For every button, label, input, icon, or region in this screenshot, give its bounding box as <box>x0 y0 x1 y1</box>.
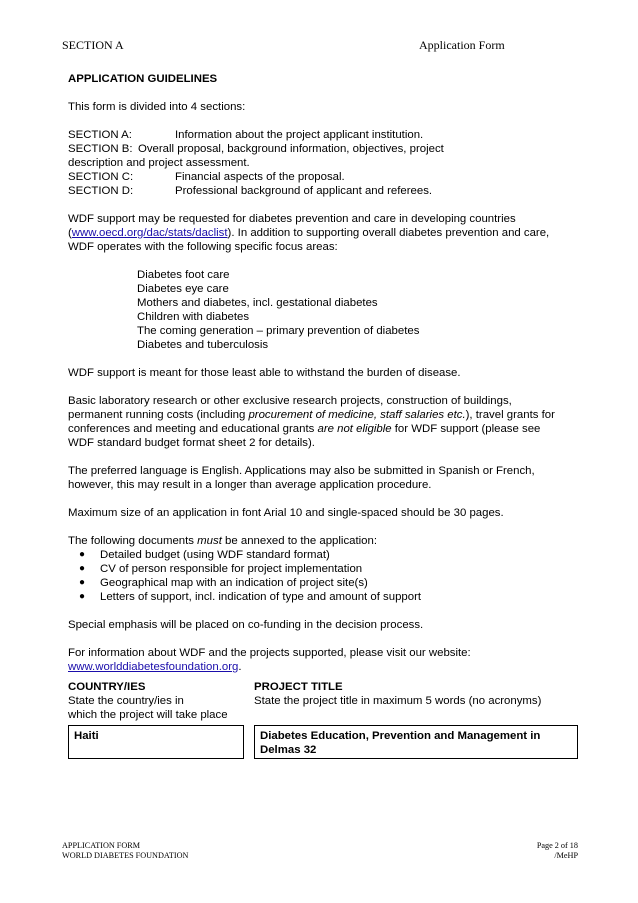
list-item: ● Detailed budget (using WDF standard format) <box>79 549 330 561</box>
section-d-text: Professional background of applicant and referees. <box>175 185 433 197</box>
section-b-continuation: description and project assessment. <box>68 157 250 169</box>
page-header <box>62 38 578 52</box>
section-b-label: SECTION B: <box>68 143 133 155</box>
footer-org-name: WORLD DIABETES FOUNDATION <box>62 851 189 860</box>
field-headings <box>68 680 578 694</box>
field-boxes <box>68 725 578 759</box>
header-form-label: Application Form <box>419 38 505 52</box>
country-heading: COUNTRY/IES <box>68 681 146 693</box>
focus-area-item: Diabetes foot care <box>137 269 230 281</box>
least-able-text: WDF support is meant for those least able to withstand the burden of disease. <box>68 367 461 379</box>
info-text: For information about WDF and the projects supported, please visit our website: <box>68 647 471 659</box>
project-title-description: State the project title in maximum 5 words (no acronyms) <box>254 695 542 707</box>
footer-right <box>537 841 578 861</box>
bullet-icon: ● <box>79 591 86 602</box>
language-line-1: The preferred language is English. Applications may also be submitted in Spanish or French, <box>68 465 535 477</box>
section-b-text: Overall proposal, background information, objectives, project <box>138 143 444 155</box>
focus-area-item: Children with diabetes <box>137 311 250 323</box>
list-item: ● Geographical map with an indication of project site(s) <box>79 577 368 589</box>
guidelines-body <box>68 72 578 722</box>
list-item: ● CV of person responsible for project implementation <box>79 563 363 575</box>
ineligible-line-3: conferences and meeting and educational grants are not eligible for WDF support (please see <box>68 423 541 435</box>
guidelines-title: APPLICATION GUIDELINES <box>68 73 218 85</box>
page-number: Page 2 of 18 <box>536 841 578 850</box>
website-line: www.worlddiabetesfoundation.org. <box>68 661 242 673</box>
project-title-field[interactable] <box>254 725 578 759</box>
section-b-row <box>68 142 578 156</box>
support-line-1: WDF support may be requested for diabetes prevention and care in developing countries <box>68 213 516 225</box>
annex-intro: The following documents must be annexed to the application: <box>68 535 378 547</box>
intro-text: This form is divided into 4 sections: <box>68 101 246 113</box>
focus-area-item: Diabetes and tuberculosis <box>137 339 269 351</box>
field-descriptions <box>68 694 578 722</box>
ineligible-line-2: permanent running costs (including procurement of medicine, staff salaries etc.), travel grants for <box>68 409 555 421</box>
annex-list <box>68 548 578 604</box>
section-a-label: SECTION A: <box>68 129 132 141</box>
bullet-icon: ● <box>79 563 86 574</box>
oecd-link[interactable]: www.oecd.org/dac/stats/daclist <box>71 227 228 239</box>
section-d-row <box>68 184 578 198</box>
focus-area-list <box>68 268 578 352</box>
support-line-2: (www.oecd.org/dac/stats/daclist). In addition to supporting overall diabetes prevention and care, <box>68 227 550 239</box>
max-size-text: Maximum size of an application in font Arial 10 and single-spaced should be 30 pages. <box>68 507 504 519</box>
focus-area-item: The coming generation – primary prevention of diabetes <box>137 325 420 337</box>
bullet-icon: ● <box>79 549 86 560</box>
support-line-3: WDF operates with the following specific focus areas: <box>68 241 338 253</box>
section-c-row <box>68 170 578 184</box>
section-a-text: Information about the project applicant institution. <box>175 129 424 141</box>
ineligible-line-4: WDF standard budget format sheet 2 for details). <box>68 437 315 449</box>
ineligible-line-1: Basic laboratory research or other exclusive research projects, construction of buildings, <box>68 395 512 407</box>
bullet-icon: ● <box>79 577 86 588</box>
page-footer <box>62 841 578 861</box>
language-line-2: however, this may result in a longer than average application procedure. <box>68 479 432 491</box>
footer-form-name: APPLICATION FORM <box>62 841 141 850</box>
cofunding-text: Special emphasis will be placed on co-funding in the decision process. <box>68 619 424 631</box>
header-section-label: SECTION A <box>62 38 124 52</box>
project-title-heading: PROJECT TITLE <box>254 681 343 693</box>
footer-initials: /MeHP <box>554 851 578 860</box>
focus-area-item: Diabetes eye care <box>137 283 229 295</box>
section-d-label: SECTION D: <box>68 185 134 197</box>
section-c-text: Financial aspects of the proposal. <box>175 171 345 183</box>
website-link[interactable]: www.worlddiabetesfoundation.org <box>68 661 239 673</box>
country-description: State the country/ies in which the project will take place <box>68 695 228 721</box>
focus-area-item: Mothers and diabetes, incl. gestational diabetes <box>137 297 378 309</box>
section-a-row <box>68 128 578 142</box>
country-value: Haiti <box>74 730 99 742</box>
project-title-value-line-1: Diabetes Education, Prevention and Management in <box>260 730 541 742</box>
country-field[interactable] <box>68 725 244 759</box>
list-item: ● Letters of support, incl. indication of type and amount of support <box>79 591 422 603</box>
section-c-label: SECTION C: <box>68 171 134 183</box>
project-title-value-line-2: Delmas 32 <box>260 744 317 756</box>
